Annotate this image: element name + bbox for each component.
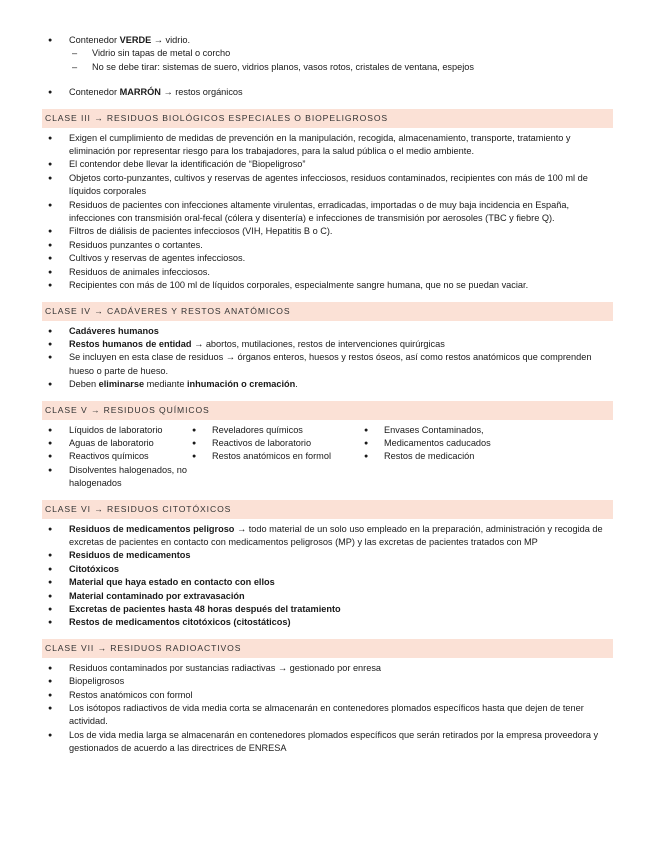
list-item: ● El contendor debe llevar la identificación de “Biopeligroso” [0,158,655,171]
list-item: ● Reveladores químicos [192,424,364,437]
list-item: ● Exigen el cumplimiento de medidas de prevención en la manipulación, recogida, almacenamiento, transporte, tratamiento y eliminación por representar riesgo para los trabajadores, para la salud pública o el medio ambiente. [0,132,655,159]
section-header-clase7: CLASE VII → RESIDUOS RADIOACTIVOS [42,639,613,658]
list-item: ● Restos anatómicos con formol [0,689,655,702]
clase5-columns [0,424,655,491]
clase5-col1 [0,424,192,491]
list-item: ● Restos de medicamentos citotóxicos (citostáticos) [0,616,655,629]
list-item: ● Envases Contaminados, [364,424,564,437]
clase6-list [0,523,655,630]
list-item: ● Disolventes halogenados, no halogenados [0,464,192,491]
list-item: ● Los de vida media larga se almacenarán en contenedores plomados específicos que serán retirados por la empresa proveedora y gestionados de acuerdo a las directrices de ENRESA [0,729,655,756]
section-header-clase5: CLASE V → RESIDUOS QUÍMICOS [42,401,613,420]
list-item: ● Residuos de medicamentos peligroso → todo material de un solo uso empleado en la preparación, administración y recogida de excretas de pacientes en contacto con medicamentos peligrosos (MP) y las excretas de pacientes tratados con MP [0,523,655,550]
clase7-list [0,662,655,756]
list-item: ● Objetos corto-punzantes, cultivos y reservas de agentes infecciosos, residuos contaminados, recipientes con más de 100 ml de líquidos corporales [0,172,655,199]
clase4-list [0,325,655,392]
list-item: ● Deben eliminarse mediante inhumación o cremación. [0,378,655,391]
list-item: ● Los isótopos radiactivos de vida media corta se almacenarán en contenedores plomados específicos hasta que dejen de tener actividad. [0,702,655,729]
section-header-clase6: CLASE VI → RESIDUOS CITOTÓXICOS [42,500,613,519]
list-item: ● Excretas de pacientes hasta 48 horas después del tratamiento [0,603,655,616]
list-item: ● Medicamentos caducados [364,437,564,450]
list-subitem: – Vidrio sin tapas de metal o corcho [0,47,655,60]
clase5-col3 [364,424,564,491]
list-item: ● Residuos de animales infecciosos. [0,266,655,279]
list-item: ● Contenedor MARRÓN → restos orgánicos [0,86,655,99]
list-item: ● Filtros de diálisis de pacientes infecciosos (VIH, Hepatitis B o C). [0,225,655,238]
list-item: ● Cultivos y reservas de agentes infecciosos. [0,252,655,265]
clase5-col2 [192,424,364,491]
list-item: ● Reactivos químicos [0,450,192,463]
list-item: ● Residuos contaminados por sustancias radiactivas → gestionado por enresa [0,662,655,675]
document-page [0,34,655,756]
list-item: ● Residuos punzantes o cortantes. [0,239,655,252]
section-header-clase4: CLASE IV → CADÁVERES Y RESTOS ANATÓMICOS [42,302,613,321]
top-list-2 [0,86,655,99]
list-item: ● Residuos de pacientes con infecciones altamente virulentas, erradicadas, importadas o de muy baja incidencia en España, infecciones con transmisión oral-fecal (cólera y disentería) e infecciones de transmisión por aerosoles (TBC y fiebre Q). [0,199,655,226]
list-item: ● Biopeligrosos [0,675,655,688]
list-item: ● Recipientes con más de 100 ml de líquidos corporales, especialmente sangre humana, que no se puedan vaciar. [0,279,655,292]
list-item: ● Restos anatómicos en formol [192,450,364,463]
list-item: ● Restos de medicación [364,450,564,463]
section-header-clase3: CLASE III → RESIDUOS BIOLÓGICOS ESPECIALES O BIOPELIGROSOS [42,109,613,128]
list-item: ● Citotóxicos [0,563,655,576]
list-item: ● Aguas de laboratorio [0,437,192,450]
list-item: ● Contenedor VERDE → vidrio. [0,34,655,47]
clase3-list [0,132,655,293]
list-item: ● Material que haya estado en contacto con ellos [0,576,655,589]
list-item: ● Se incluyen en esta clase de residuos → órganos enteros, huesos y restos óseos, así como restos anatómicos que comprenden hueso o parte de hueso. [0,351,655,378]
list-item: ● Material contaminado por extravasación [0,590,655,603]
list-item: ● Restos humanos de entidad → abortos, mutilaciones, restos de intervenciones quirúrgicas [0,338,655,351]
list-subitem: – No se debe tirar: sistemas de suero, vidrios planos, vasos rotos, cristales de ventana, espejos [0,61,655,74]
top-list [0,34,655,74]
list-item: ● Cadáveres humanos [0,325,655,338]
list-item: ● Residuos de medicamentos [0,549,655,562]
list-item: ● Reactivos de laboratorio [192,437,364,450]
list-item: ● Líquidos de laboratorio [0,424,192,437]
